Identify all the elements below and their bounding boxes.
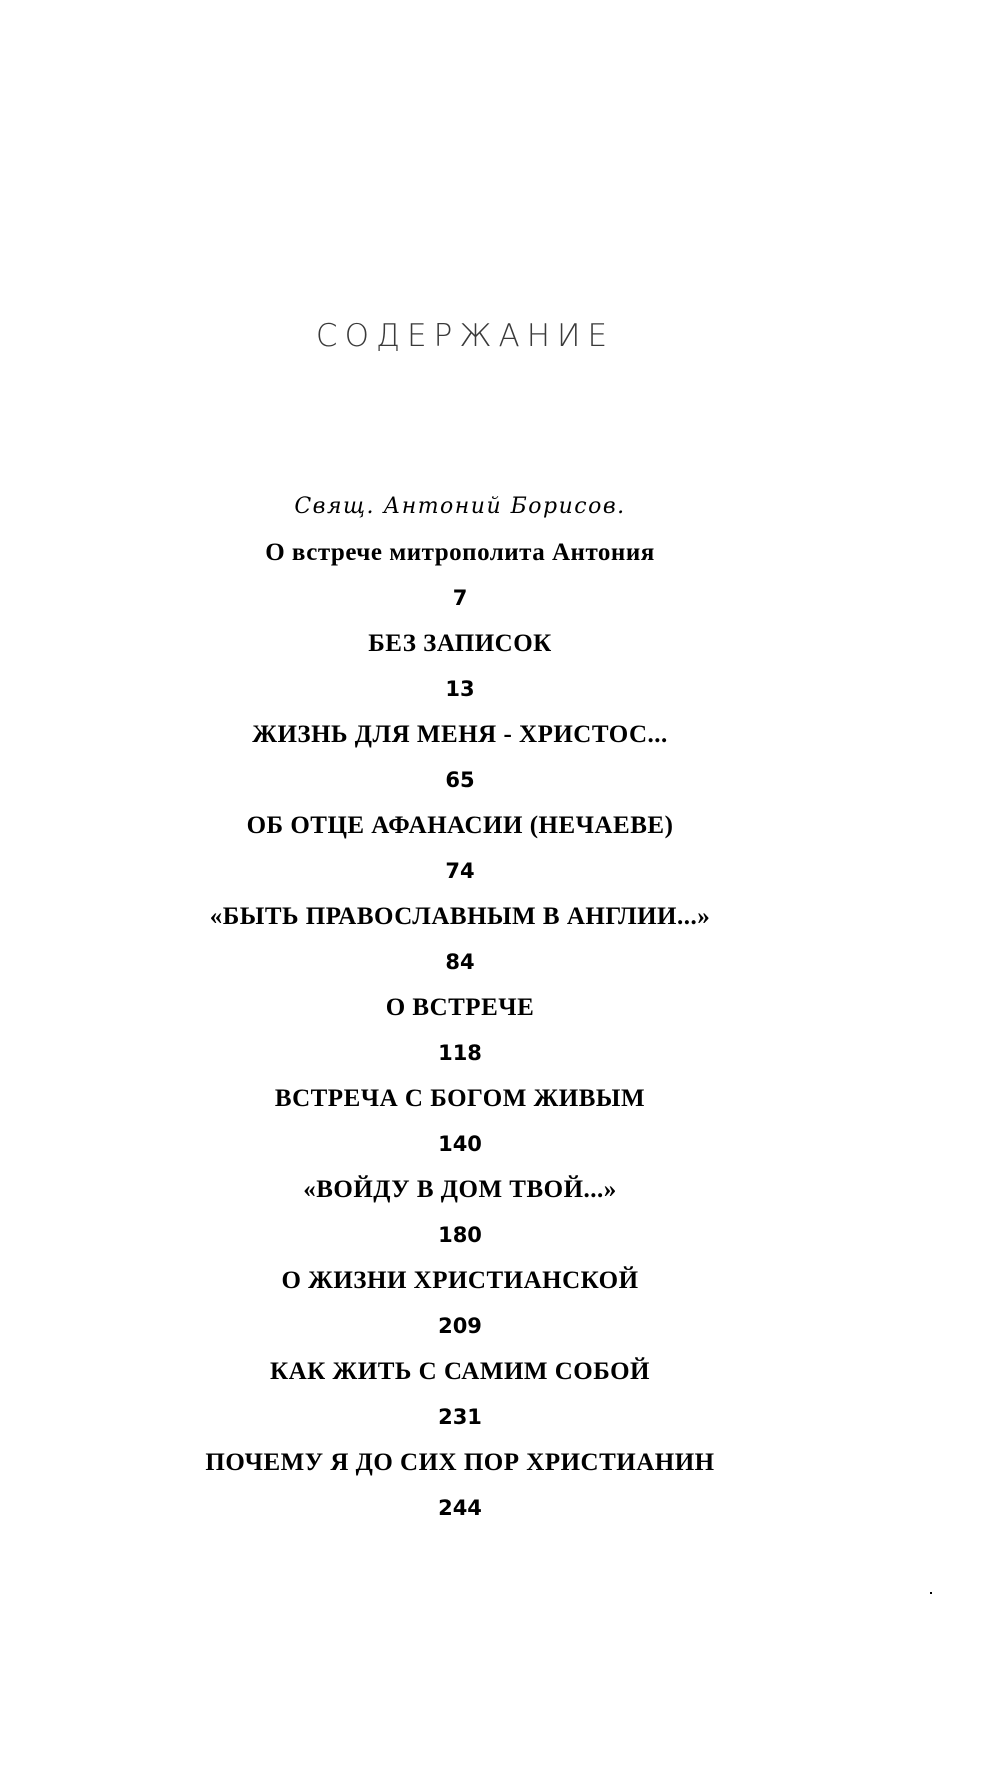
entry-page-number: 84 [445,950,475,974]
scan-speck [930,1592,932,1594]
entry-page-number: 65 [445,768,475,792]
entry-author: Свящ. Антоний Борисов. [294,494,626,519]
entry-page-number: 74 [445,859,475,883]
entry-title: «ВОЙДУ В ДОМ ТВОЙ...» [303,1176,617,1203]
entry-page-number: 209 [438,1314,482,1338]
contents-list [150,484,770,1531]
entry-title: «БЫТЬ ПРАВОСЛАВНЫМ В АНГЛИИ...» [209,903,711,930]
entry-title: ВСТРЕЧА С БОГОМ ЖИВЫМ [274,1085,646,1112]
entry-title: ОБ ОТЦЕ АФАНАСИИ (НЕЧАЕВЕ) [246,812,674,839]
entry-title: БЕЗ ЗАПИСОК [368,630,552,657]
entry-title: О ЖИЗНИ ХРИСТИАНСКОЙ [281,1267,639,1294]
entry-title: ЖИЗНЬ ДЛЯ МЕНЯ - ХРИСТОС... [252,721,668,748]
entry-page-number: 7 [452,586,468,610]
entry-page-number: 231 [438,1405,482,1429]
entry-page-number: 13 [445,677,475,701]
entry-page-number: 140 [438,1132,482,1156]
entry-title: О ВСТРЕЧЕ [385,994,535,1021]
entry-title: КАК ЖИТЬ С САМИМ СОБОЙ [270,1358,650,1385]
contents-title: СОДЕРЖАНИЕ [315,318,615,354]
entry-title: ПОЧЕМУ Я ДО СИХ ПОР ХРИСТИАНИН [205,1449,715,1476]
entry-page-number: 244 [438,1496,482,1520]
entry-title: О встрече митрополита Антония [265,539,655,566]
entry-page-number: 118 [438,1041,482,1065]
entry-page-number: 180 [438,1223,482,1247]
